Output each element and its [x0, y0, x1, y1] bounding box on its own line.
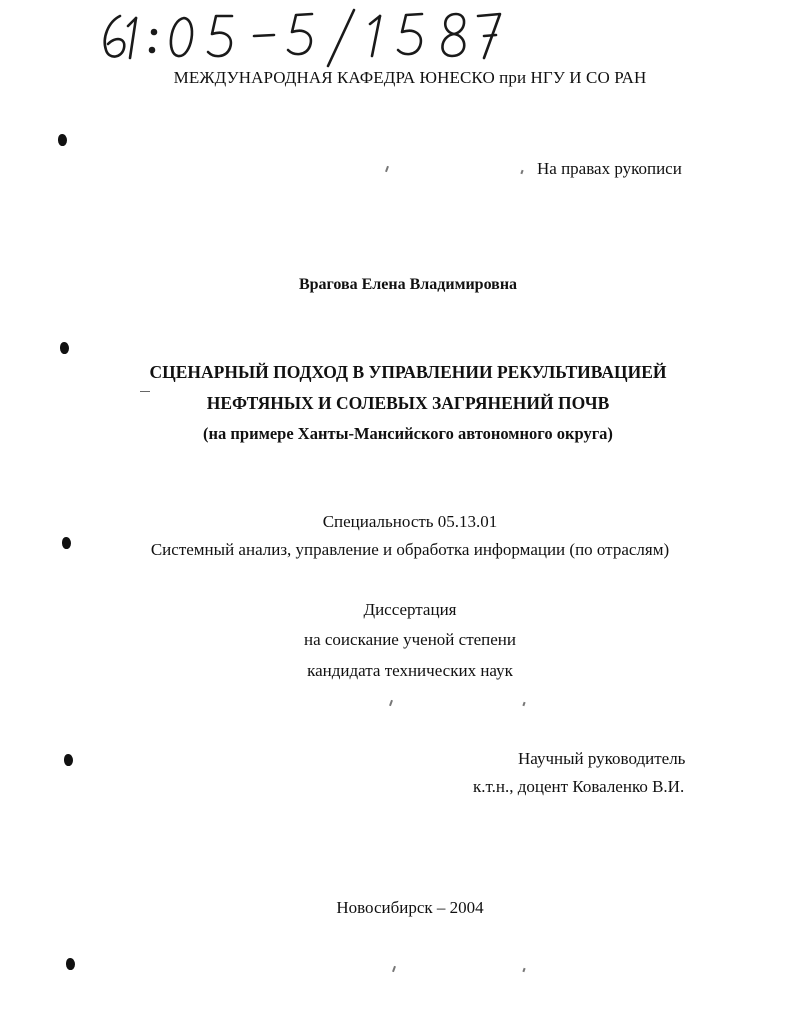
- organization-header: МЕЖДУНАРОДНАЯ КАФЕДРА ЮНЕСКО при НГУ И СО РАН: [173, 68, 647, 87]
- title-line-3: (на примере Ханты-Мансийского автономного округа): [203, 424, 613, 443]
- scan-speck: [385, 166, 389, 172]
- manuscript-rights-note: На правах рукописи: [537, 159, 682, 178]
- title-line-2: НЕФТЯНЫХ И СОЛЕВЫХ ЗАГРЯНЕНИЙ ПОЧВ: [206, 393, 610, 413]
- specialty-code: Специальность 05.13.01: [322, 512, 498, 531]
- binding-hole-mark: [60, 342, 69, 354]
- handwritten-catalog-number: [92, 4, 512, 70]
- binding-hole-mark: [66, 958, 75, 970]
- scan-speck: [522, 968, 525, 972]
- scan-mark: [140, 391, 150, 392]
- specialty-name: Системный анализ, управление и обработка информации (по отраслям): [150, 540, 670, 559]
- supervisor-label: Научный руководитель: [518, 749, 686, 768]
- scan-speck: [520, 170, 523, 174]
- dissertation-degree-field: кандидата технических наук: [307, 661, 513, 680]
- binding-hole-mark: [58, 134, 67, 146]
- supervisor-name: к.т.н., доцент Коваленко В.И.: [473, 777, 685, 796]
- binding-hole-mark: [62, 537, 71, 549]
- scan-speck: [392, 966, 396, 972]
- place-and-year: Новосибирск – 2004: [336, 898, 484, 917]
- title-line-1: СЦЕНАРНЫЙ ПОДХОД В УПРАВЛЕНИИ РЕКУЛЬТИВАЦИЕЙ: [149, 362, 667, 382]
- dissertation-degree-line: на соискание ученой степени: [303, 630, 517, 649]
- scan-speck: [389, 700, 393, 706]
- scan-speck: [522, 702, 525, 706]
- author-name: Врагова Елена Владимировна: [298, 276, 518, 293]
- dissertation-label: Диссертация: [363, 600, 457, 619]
- binding-hole-mark: [64, 754, 73, 766]
